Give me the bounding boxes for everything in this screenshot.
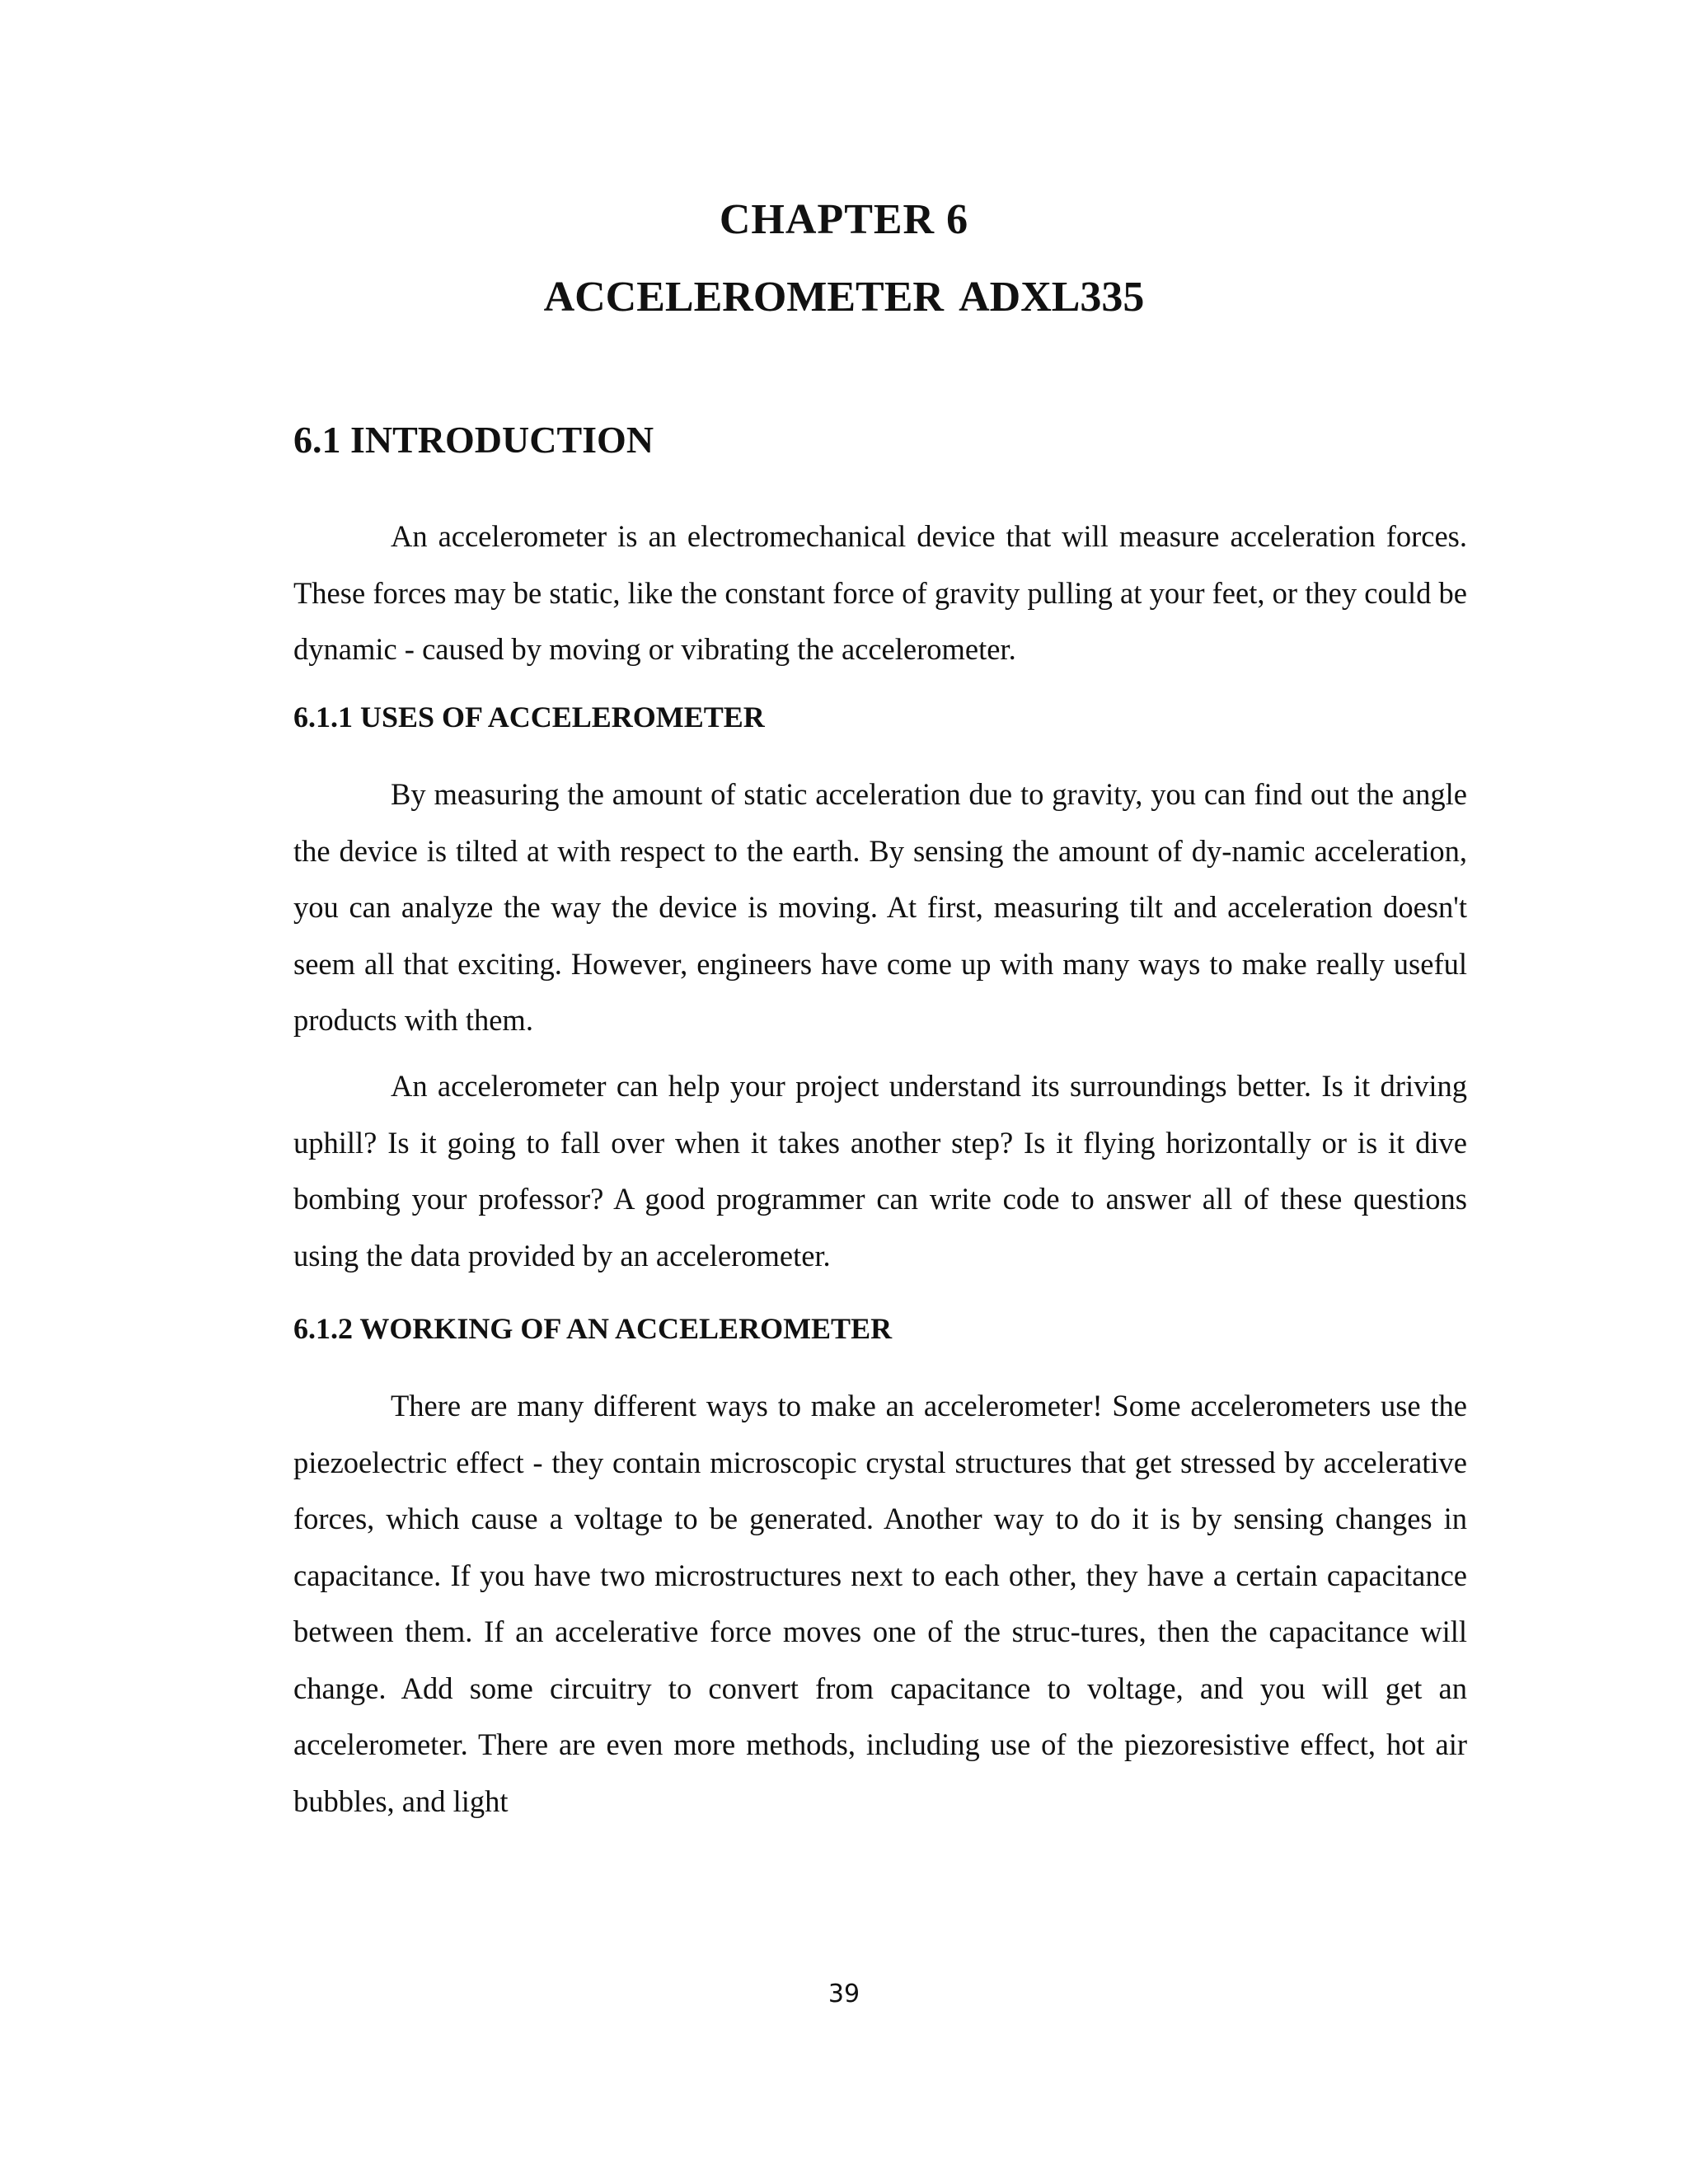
page-number: 39 [828, 1980, 860, 2008]
paragraph-uses-2: An accelerometer can help your project understand its surroundings better. Is it driving uphill? Is it going to fall over when it takes another step? Is it flying horizontally or is it dive bombing your professor? A good programmer can write code to answer all of these questions using the data provided by an accelerometer. [293, 1069, 1467, 1272]
paragraph-introduction: An accelerometer is an electromechanical device that will measure acceleration forces. These forces may be static, like the constant force of gravity pulling at your feet, or they could be dynamic - caused by moving or vibrating the accelerometer. [293, 519, 1467, 666]
section-heading-introduction: 6.1 INTRODUCTION [293, 419, 654, 461]
paragraph-working: There are many different ways to make an accelerometer! Some accelerometers use the piezoelectric effect - they contain microscopic crystal structures that get stressed by accelerative forces, which cause a voltage to be generated. Another way to do it is by sensing changes in capacitance. If you have two microstructures next to each other, they have a certain capacitance between them. If an accelerative force moves one of the struc-tures, then the capacitance will change. Add some circuitry to convert from capacitance to voltage, and you will get an accelerometer. There are even more methods, including use of the piezoresistive effect, hot air bubbles, and light [293, 1389, 1467, 1818]
paragraph-uses-1: By measuring the amount of static acceleration due to gravity, you can find out the angle the device is tilted at with respect to the earth. By sensing the amount of dy-namic acceleration, you can analyze the way the device is moving. At first, measuring tilt and acceleration doesn't seem all that exciting. However, engineers have come up with many ways to make really useful products with them. [293, 777, 1467, 1037]
chapter-number: CHAPTER 6 [719, 196, 969, 243]
chapter-title: ACCELEROMETER ADXL335 [543, 274, 1145, 321]
subsection-heading-uses: 6.1.1 USES OF ACCELEROMETER [293, 701, 765, 733]
subsection-heading-working: 6.1.2 WORKING OF AN ACCELEROMETER [293, 1312, 893, 1345]
